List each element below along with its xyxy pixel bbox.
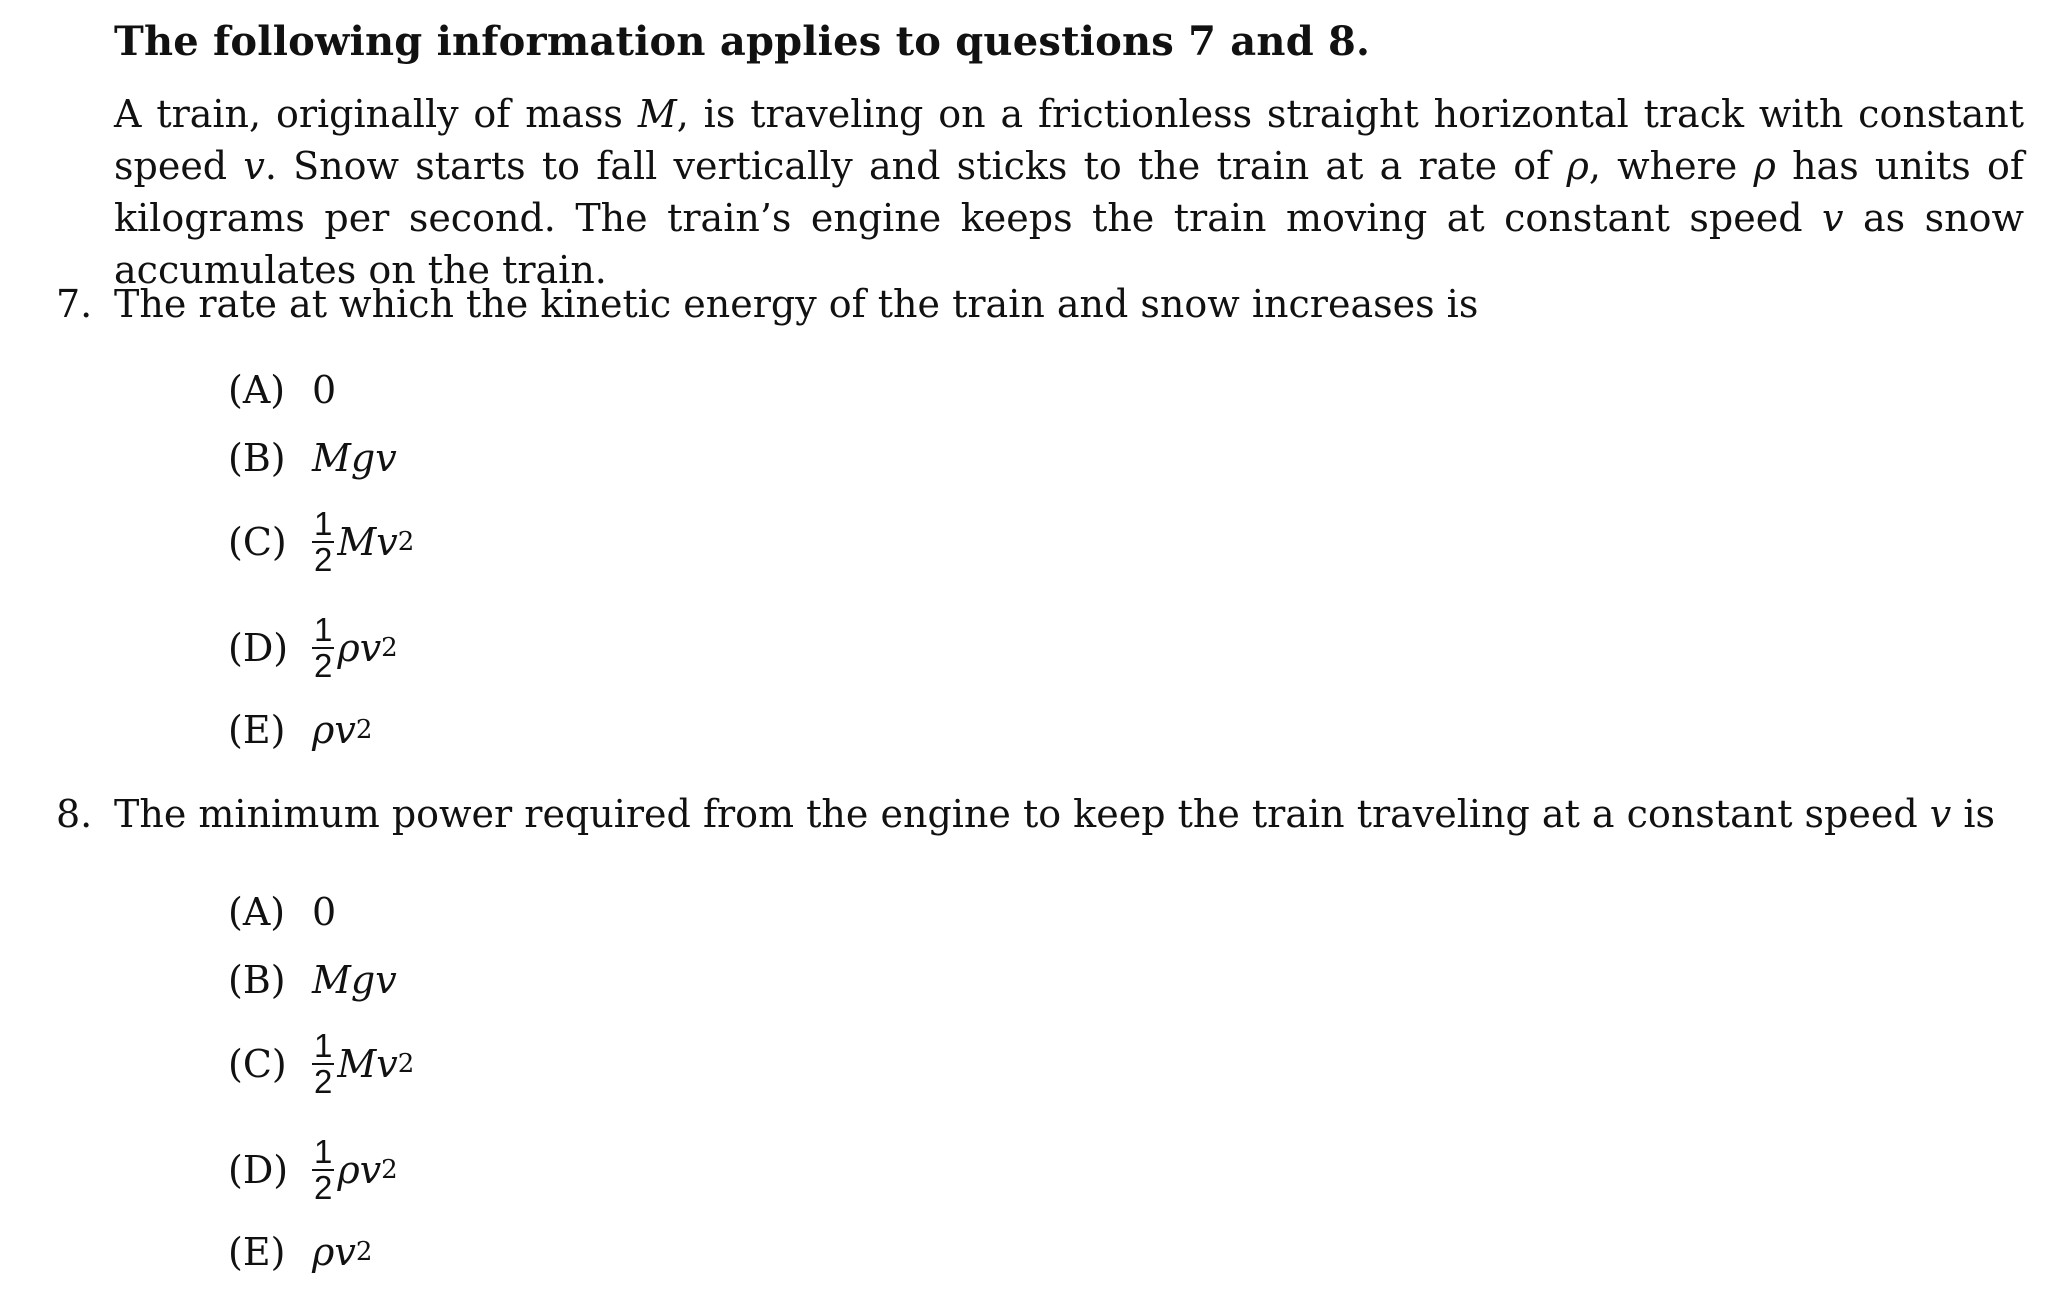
fraction — [312, 1135, 334, 1205]
q7-option-d[interactable]: (D) $\frac{1}{2}$ ρv 2 — [228, 611, 398, 684]
question-text: The rate at which the kinetic energy of the train and snow increases is — [114, 282, 1479, 326]
option-letter: (D) — [228, 1148, 289, 1192]
option-letter: (B) — [228, 958, 286, 1002]
question-text: The minimum power required from the engine to keep the train traveling at a constant speed — [114, 792, 1930, 836]
option-expression: Mgv — [312, 436, 397, 480]
option-expression: ρv — [337, 1148, 382, 1192]
question-tail: is — [1951, 792, 1995, 836]
fraction-numerator: 1 — [314, 1133, 333, 1170]
intro-text-4: , where — [1588, 144, 1754, 188]
intro-text-1: A train, originally of mass — [114, 92, 638, 136]
intro-var-speed: v — [243, 144, 265, 188]
option-expression: Mv — [337, 520, 398, 564]
section-heading: The following information applies to questions 7 and 8. — [114, 18, 1371, 65]
question-number: 7. — [56, 282, 93, 326]
question-7 — [56, 282, 1478, 326]
intro-text-2: , is traveling on a frictionless straight horizontal track with constant speed — [114, 92, 2024, 188]
option-value: 0 — [312, 368, 337, 412]
option-letter: (C) — [228, 1042, 287, 1086]
intro-text-3: . Snow starts to fall vertically and sticks to the train at a rate of — [264, 144, 1567, 188]
option-letter: (A) — [228, 890, 286, 934]
fraction — [312, 613, 334, 683]
fraction-denominator: 2 — [314, 1063, 333, 1100]
q8-option-d[interactable]: (D) $\frac{1}{2}$ ρv 2 — [228, 1133, 398, 1206]
option-letter: (B) — [228, 436, 286, 480]
option-letter: (E) — [228, 1230, 286, 1274]
q7-option-e[interactable]: (E) ρv 2 — [228, 708, 373, 752]
option-value: 0 — [312, 890, 337, 934]
intro-text-6: as snow accumulates on the train. — [114, 196, 2024, 292]
fraction-denominator: 2 — [314, 541, 333, 578]
intro-var-mass: M — [637, 92, 677, 136]
question-var-speed: v — [1929, 792, 1952, 836]
option-expression: ρv — [337, 626, 382, 670]
fraction-numerator: 1 — [314, 505, 333, 542]
q8-option-c[interactable]: (C) $\frac{1}{2}$ Mv 2 — [228, 1027, 415, 1100]
intro-paragraph — [114, 88, 2024, 296]
intro-var-speed-2: v — [1822, 196, 1844, 240]
fraction — [312, 507, 334, 577]
q7-option-c[interactable]: (C) $\frac{1}{2}$ Mv 2 — [228, 505, 415, 578]
question-number: 8. — [56, 792, 93, 836]
question-8 — [56, 792, 1995, 836]
fraction-numerator: 1 — [314, 1027, 333, 1064]
fraction — [312, 1029, 334, 1099]
fraction-denominator: 2 — [314, 647, 333, 684]
option-expression: Mv — [337, 1042, 398, 1086]
option-expression: Mgv — [312, 958, 397, 1002]
q8-option-a[interactable] — [228, 882, 336, 942]
option-letter: (A) — [228, 368, 286, 412]
intro-var-rho-2: ρ — [1753, 144, 1776, 188]
intro-text-5: has units of kilograms per second. The train’s engine keeps the train moving at constant speed — [114, 144, 2024, 240]
fraction-numerator: 1 — [314, 611, 333, 648]
option-expression: ρv — [312, 708, 356, 752]
q7-option-a[interactable] — [228, 360, 336, 420]
option-expression: ρv — [312, 1230, 356, 1274]
q7-option-b[interactable] — [228, 428, 397, 488]
option-letter: (C) — [228, 520, 287, 564]
q8-option-e[interactable]: (E) ρv 2 — [228, 1230, 373, 1274]
option-letter: (D) — [228, 626, 289, 670]
option-letter: (E) — [228, 708, 286, 752]
q8-option-b[interactable] — [228, 950, 397, 1010]
intro-var-rho: ρ — [1566, 144, 1589, 188]
fraction-denominator: 2 — [314, 1169, 333, 1206]
